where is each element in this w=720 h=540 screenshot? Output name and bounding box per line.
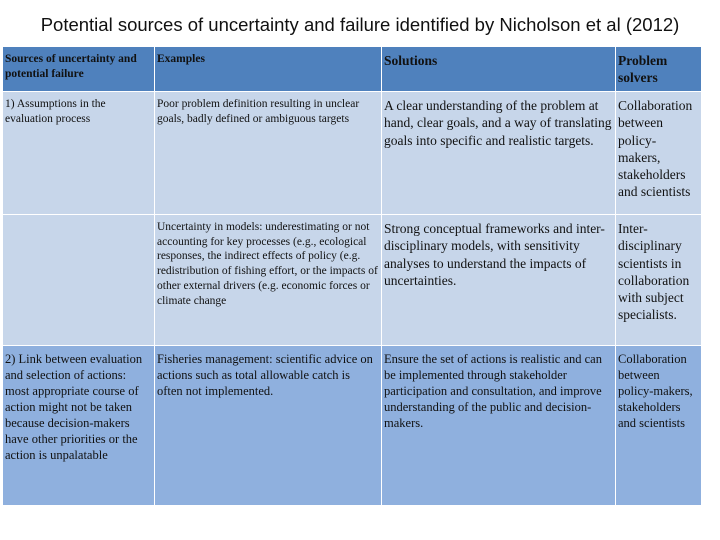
cell-example: Fisheries management: scientific advice on actions such as total allowable catch is often not implemented. bbox=[155, 346, 382, 506]
cell-example: Uncertainty in models: underestimating or not accounting for key processes (e.g., ecological responses, the indirect effects of policy (e.g. redistribution of fishing effort, or the impacts of other external drivers (e.g. economic forces or climate change bbox=[155, 215, 382, 346]
cell-solution: A clear understanding of the problem at hand, clear goals, and a way of translating goals into specific and realistic targets. bbox=[382, 92, 616, 215]
cell-source: 1) Assumptions in the evaluation process bbox=[3, 92, 155, 215]
uncertainty-table bbox=[2, 46, 702, 506]
header-solutions: Solutions bbox=[382, 47, 616, 92]
header-examples: Examples bbox=[155, 47, 382, 92]
cell-solution: Strong conceptual frameworks and inter-disciplinary models, with sensitivity analyses to understand the impacts of uncertainties. bbox=[382, 215, 616, 346]
cell-solution: Ensure the set of actions is realistic and can be implemented through stakeholder participation and consultation, and improve understanding of the public and decision-makers. bbox=[382, 346, 616, 506]
table-header-row bbox=[3, 47, 702, 92]
cell-source bbox=[3, 215, 155, 346]
table-row bbox=[3, 92, 702, 215]
table-row bbox=[3, 346, 702, 506]
slide-title: Potential sources of uncertainty and failure identified by Nicholson et al (2012) bbox=[40, 14, 680, 35]
cell-example: Poor problem definition resulting in unclear goals, badly defined or ambiguous targets bbox=[155, 92, 382, 215]
cell-solvers: Collaboration between policy-makers, stakeholders and scientists bbox=[616, 346, 702, 506]
table-row bbox=[3, 215, 702, 346]
cell-solvers: Collaboration between policy-makers, stakeholders and scientists bbox=[616, 92, 702, 215]
cell-source: 2) Link between evaluation and selection of actions: most appropriate course of action might not be taken because decision-makers have other priorities or the action is unpalatable bbox=[3, 346, 155, 506]
header-problem-solvers: Problem solvers bbox=[616, 47, 702, 92]
cell-solvers: Inter-disciplinary scientists in collaboration with subject specialists. bbox=[616, 215, 702, 346]
header-sources: Sources of uncertainty and potential failure bbox=[3, 47, 155, 92]
